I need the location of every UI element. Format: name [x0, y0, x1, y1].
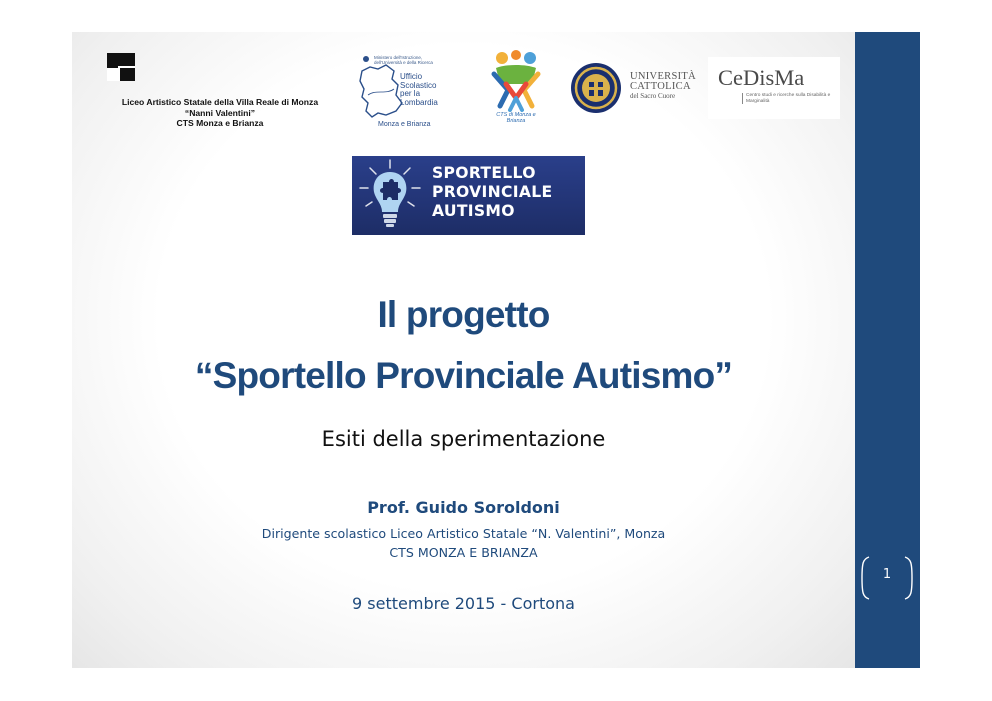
school-name-block — [100, 97, 340, 129]
sportello-logo — [352, 156, 585, 235]
slide-title-line2: “Sportello Provinciale Autismo” — [194, 355, 733, 396]
school-cts-line: CTS Monza e Brianza — [176, 118, 264, 128]
school-nickname-line: “Nanni Valentini” — [184, 107, 256, 118]
sportello-line: PROVINCIALE — [432, 183, 553, 201]
usr-line: Lombardia — [400, 97, 438, 107]
usr-line: per la — [400, 89, 421, 98]
sportello-line: AUTISMO — [432, 202, 515, 220]
page-number: 1 — [882, 567, 892, 582]
author-role: Dirigente scolastico Liceo Artistico Statale “N. Valentini”, Monza — [261, 526, 666, 541]
school-name-line: Liceo Artistico Statale della Villa Reale di Monza — [121, 97, 319, 107]
lightbulb-puzzle-icon — [352, 156, 432, 235]
cedisma-logo — [708, 57, 840, 119]
ucsc-line: del Sacro Cuore — [630, 92, 676, 100]
sportello-logo-text — [432, 164, 552, 221]
school-logo-icon — [107, 53, 135, 81]
cedisma-subtitle: Centro studi e ricerche sulla Disabilità e Marginalità — [742, 93, 838, 104]
usr-ministry-text: Ministero dell'Istruzione, dell'Università e della Ricerca — [374, 55, 433, 65]
usr-name-block — [400, 73, 460, 107]
usr-line: Scolastico — [400, 80, 437, 90]
slide-subtitle: Esiti della sperimentazione — [321, 427, 606, 451]
cedisma-name: CeDisMa — [718, 65, 805, 90]
ucsc-name-block — [630, 72, 696, 101]
usr-subline: Monza e Brianza — [378, 121, 431, 128]
ucsc-line: CATTOLICA — [630, 81, 691, 92]
cts-logo — [486, 50, 546, 130]
usr-line: Ufficio — [400, 72, 423, 81]
author-organization: CTS MONZA E BRIANZA — [389, 545, 538, 560]
cts-logo-label: CTS di Monza e Brianza — [496, 112, 536, 124]
ucsc-line: UNIVERSITÀ — [630, 71, 696, 82]
slide-title-line1: Il progetto — [377, 294, 550, 335]
usr-lombardia-logo — [356, 55, 468, 133]
sportello-line: SPORTELLO — [432, 164, 536, 182]
slide-date-location: 9 settembre 2015 - Cortona — [352, 594, 575, 613]
cts-people-icon — [486, 50, 546, 114]
author-name: Prof. Guido Soroldoni — [367, 498, 560, 517]
ucsc-seal-icon — [570, 62, 622, 114]
